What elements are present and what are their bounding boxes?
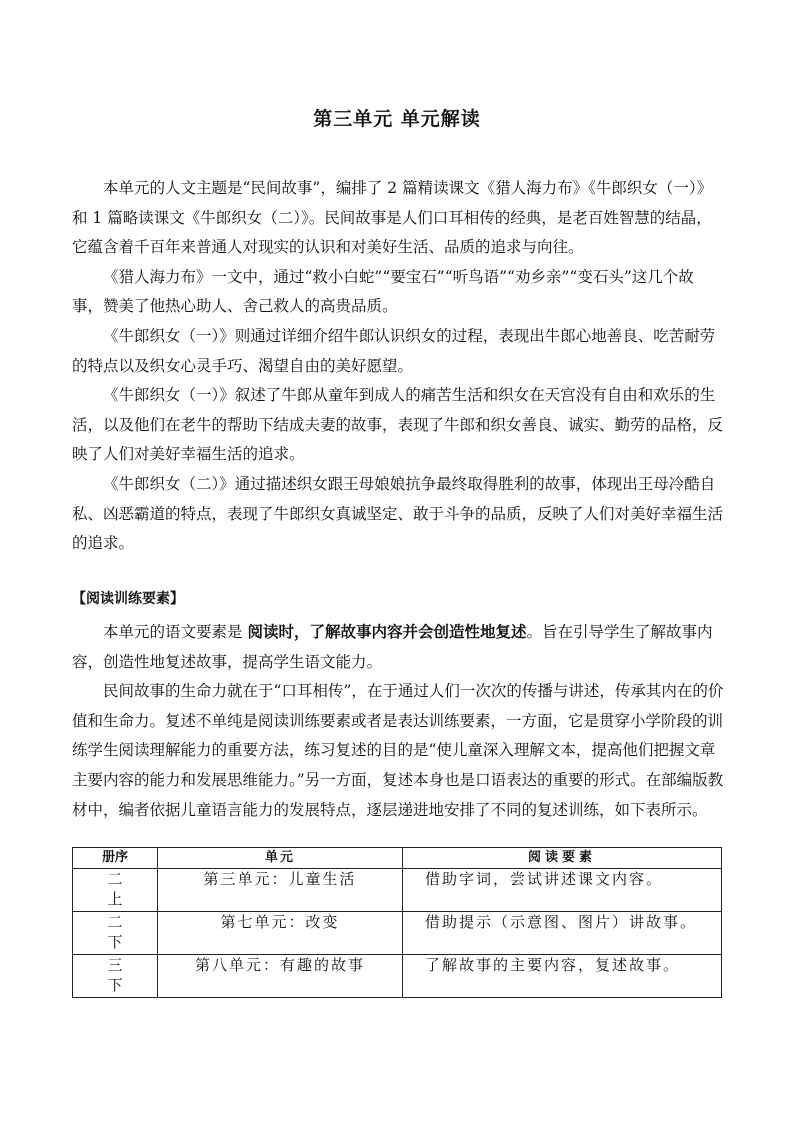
table-cell-unit: 第八单元：有趣的故事: [158, 955, 403, 998]
table-cell-element: 借助提示（示意图、图片）讲故事。: [403, 912, 722, 955]
table-header: 阅读要素: [403, 848, 722, 869]
reading-text: 。旨在引导学生了解故事内容，创造性地复述故事，提高学生语文能力。: [72, 623, 713, 671]
intro-paragraph: 《牛郎织女（二）》通过描述织女跟王母娘娘抗争最终取得胜利的故事，体现出王母冷酷自私、凶恶霸道的特点，表现了牛郎织女真诚坚定、敢于斗争的品质，反映了人们对美好幸福生活的追求。: [72, 474, 724, 553]
reading-paragraph: [72, 618, 724, 677]
table-cell-grade: 二 上: [73, 869, 158, 912]
table-cell-element: 借助字词，尝试讲述课文内容。: [403, 869, 722, 912]
table-cell-unit: 第三单元：儿童生活: [158, 869, 403, 912]
intro-paragraph: 《牛郎织女（一）》叙述了牛郎从童年到成人的痛苦生活和织女在天宫没有自由和欢乐的生活，以及他们在老牛的帮助下结成夫妻的故事，表现了牛郎和织女善良、诚实、勤劳的品格，反映了人们对美好幸福生活的追求。: [72, 386, 724, 464]
intro-paragraph: 《牛郎织女（一）》则通过详细介绍牛郎认识织女的过程，表现出牛郎心地善良、吃苦耐劳的特点以及织女心灵手巧、渴望自由的美好愿望。: [72, 326, 716, 375]
intro-paragraph: 《猎人海力布》一文中，通过“救小白蛇”“要宝石”“听鸟语”“劝乡亲”“变石头”这几个故事，赞美了他热心助人、舍己救人的高贵品质。: [72, 267, 694, 316]
reading-section: [72, 618, 724, 825]
table-row: [73, 869, 722, 912]
table-cell-element: 了解故事的主要内容，复述故事。: [403, 955, 722, 998]
table-cell-unit: 第七单元：改变: [158, 912, 403, 955]
reading-paragraph: 民间故事的生命力就在于“口耳相传”，在于通过人们一次次的传播与讲述，传承其内在的价值和生命力。复述不单纯是阅读训练要素或者是表达训练要素，一方面，它是贯穿小学阶段的训练学生阅读理解能力的重要方法，练习复述的目的是“使儿童深入理解文本，提高他们把握文章主要内容的能力和发展思维能力。”另一方面，复述本身也是口语表达的重要的形式。在部编版教材中，编者依据儿童语言能力的发展特点，逐层递进地安排了不同的复述训练，如下表所示。: [72, 682, 724, 819]
table-header: 单元: [158, 848, 403, 869]
table-header-row: [73, 848, 722, 869]
intro-paragraph: 本单元的人文主题是“民间故事”，编排了 2 篇精读课文《猎人海力布》《牛郎织女（一）》和 1 篇略读课文《牛郎织女（二）》。民间故事是人们口耳相传的经典，是老百姓智慧的结晶，它蕴含着千百年来普通人对现实的认识和对美好生活、品质的追求与向往。: [72, 179, 713, 257]
page-title: 第三单元 单元解读: [313, 108, 481, 130]
reading-key-element: 阅读时，了解故事内容并会创造性地复述: [247, 623, 527, 641]
table-cell-grade: 二 下: [73, 912, 158, 955]
table-row: [73, 912, 722, 955]
retelling-table: [72, 847, 722, 998]
intro-section: [72, 174, 724, 559]
reading-text: 本单元的语文要素是: [103, 623, 248, 641]
section-heading: 【阅读训练要素】: [72, 591, 184, 607]
table-cell-grade: 三 下: [73, 955, 158, 998]
table-row: [73, 955, 722, 998]
table-header: 册序: [73, 848, 158, 869]
